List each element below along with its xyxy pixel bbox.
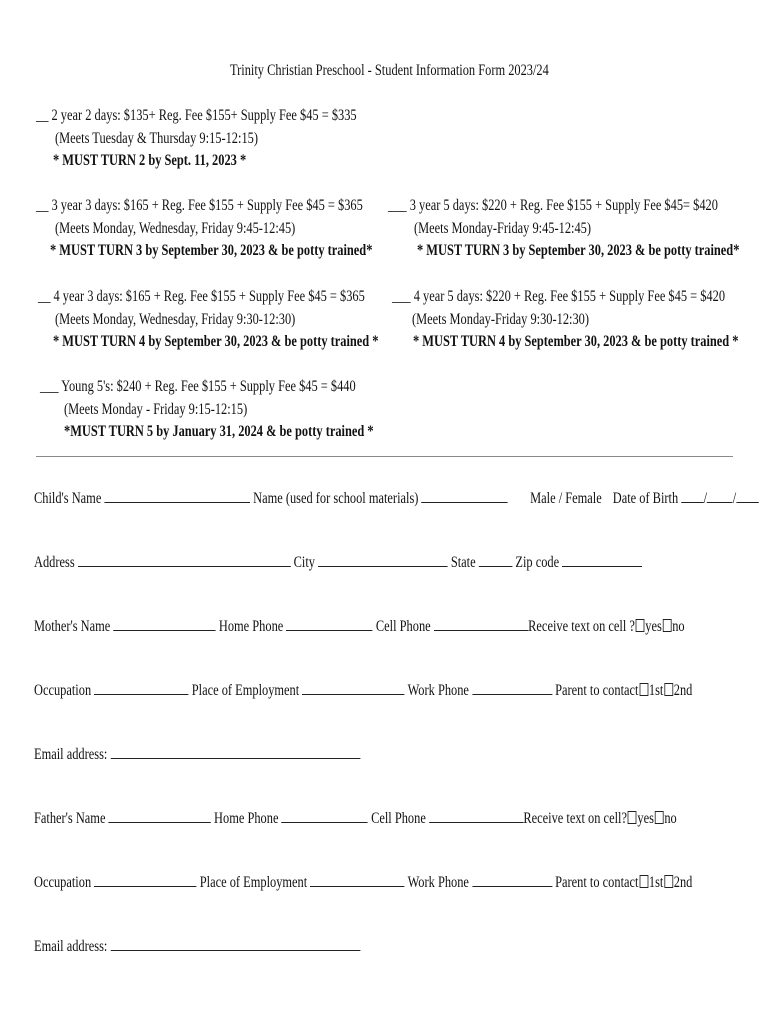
father-occupation-field[interactable] bbox=[94, 874, 196, 887]
mother-email-label: Email address: bbox=[34, 746, 108, 763]
sex-label[interactable]: Male / Female bbox=[530, 490, 602, 507]
mother-text-no-checkbox[interactable] bbox=[663, 619, 672, 632]
father-cell-phone-field[interactable] bbox=[429, 810, 523, 823]
mother-work-phone-label: Work Phone bbox=[407, 682, 469, 699]
option-3yr-3day[interactable]: __ 3 year 3 days: $165 + Reg. Fee $155 + Supply Fee $45 = $365 bbox=[36, 197, 363, 214]
father-home-phone-field[interactable] bbox=[282, 810, 368, 823]
mother-row bbox=[34, 618, 770, 636]
form-title: Trinity Christian Preschool - Student Information Form 2023/24 bbox=[230, 62, 549, 79]
mother-contact-1st-checkbox[interactable] bbox=[639, 683, 648, 696]
father-occupation-label: Occupation bbox=[34, 874, 92, 891]
option-4yr-3day[interactable]: __ 4 year 3 days: $165 + Reg. Fee $155 + Supply Fee $45 = $365 bbox=[38, 288, 365, 305]
no-label: no bbox=[664, 810, 677, 827]
child-name-label: Child's Name bbox=[34, 490, 102, 507]
mother-occupation-label: Occupation bbox=[34, 682, 92, 699]
second-label: 2nd bbox=[673, 682, 693, 699]
school-name-label: Name (used for school materials) bbox=[253, 490, 419, 507]
option-3yr-5day-schedule: (Meets Monday-Friday 9:45-12:45) bbox=[414, 220, 592, 237]
father-receive-text-label: Receive text on cell? bbox=[523, 810, 627, 827]
option-2yr-2day[interactable]: __ 2 year 2 days: $135+ Reg. Fee $155+ Supply Fee $45 = $335 bbox=[36, 107, 357, 124]
second-label: 2nd bbox=[673, 874, 693, 891]
father-work-phone-label: Work Phone bbox=[407, 874, 469, 891]
option-4yr-3day-requirement: * MUST TURN 4 by September 30, 2023 & be potty trained * bbox=[53, 333, 379, 350]
father-email-row bbox=[34, 938, 442, 956]
mother-home-phone-label: Home Phone bbox=[218, 618, 284, 635]
option-4yr-3day-schedule: (Meets Monday, Wednesday, Friday 9:30-12:30) bbox=[55, 311, 296, 328]
father-email-label: Email address: bbox=[34, 938, 108, 955]
address-row bbox=[34, 554, 770, 572]
state-label: State bbox=[450, 554, 476, 571]
school-name-field[interactable] bbox=[422, 490, 508, 503]
mother-receive-text-label: Receive text on cell ? bbox=[528, 618, 635, 635]
option-young-5-schedule: (Meets Monday - Friday 9:15-12:15) bbox=[64, 401, 248, 418]
mother-cell-phone-field[interactable] bbox=[434, 618, 528, 631]
father-text-no-checkbox[interactable] bbox=[655, 811, 664, 824]
option-4yr-5day-requirement: * MUST TURN 4 by September 30, 2023 & be potty trained * bbox=[413, 333, 739, 350]
city-label: City bbox=[293, 554, 316, 571]
mother-work-phone-field[interactable] bbox=[472, 682, 552, 695]
father-home-phone-label: Home Phone bbox=[214, 810, 279, 827]
mother-employment-label: Place of Employment bbox=[191, 682, 300, 699]
father-name-field[interactable] bbox=[109, 810, 211, 823]
mother-home-phone-field[interactable] bbox=[286, 618, 372, 631]
father-email-field[interactable] bbox=[110, 938, 360, 951]
zip-field[interactable] bbox=[562, 554, 642, 567]
dob-year-field[interactable] bbox=[736, 490, 758, 503]
mother-text-yes-checkbox[interactable] bbox=[636, 619, 645, 632]
yes-label: yes bbox=[637, 810, 654, 827]
father-contact-2nd-checkbox[interactable] bbox=[664, 875, 673, 888]
zip-label: Zip code bbox=[515, 554, 560, 571]
mother-contact-label: Parent to contact bbox=[555, 682, 639, 699]
first-label: 1st bbox=[648, 682, 664, 699]
father-cell-phone-label: Cell Phone bbox=[371, 810, 426, 827]
father-text-yes-checkbox[interactable] bbox=[628, 811, 637, 824]
mother-email-row bbox=[34, 746, 442, 764]
option-4yr-5day[interactable]: ___ 4 year 5 days: $220 + Reg. Fee $155 + Supply Fee $45 = $420 bbox=[392, 288, 726, 305]
father-row bbox=[34, 810, 770, 828]
father-name-label: Father's Name bbox=[34, 810, 106, 827]
option-2yr-requirement: * MUST TURN 2 by Sept. 11, 2023 * bbox=[53, 152, 247, 169]
mother-name-label: Mother's Name bbox=[34, 618, 111, 635]
father-employment-label: Place of Employment bbox=[199, 874, 308, 891]
mother-employment-field[interactable] bbox=[302, 682, 404, 695]
dob-month-field[interactable] bbox=[681, 490, 703, 503]
option-young-5[interactable]: ___ Young 5's: $240 + Reg. Fee $155 + Supply Fee $45 = $440 bbox=[40, 378, 356, 395]
city-field[interactable] bbox=[318, 554, 448, 567]
father-employment-field[interactable] bbox=[310, 874, 404, 887]
option-4yr-5day-schedule: (Meets Monday-Friday 9:30-12:30) bbox=[412, 311, 590, 328]
dob-label: Date of Birth bbox=[612, 490, 679, 507]
option-3yr-5day[interactable]: ___ 3 year 5 days: $220 + Reg. Fee $155 + Supply Fee $45= $420 bbox=[388, 197, 718, 214]
child-info-row: Child's Name Name (used for school materials) Male / Female Date of Birth / / bbox=[34, 490, 770, 508]
option-3yr-3day-schedule: (Meets Monday, Wednesday, Friday 9:45-12:45) bbox=[55, 220, 296, 237]
option-3yr-5day-requirement: * MUST TURN 3 by September 30, 2023 & be potty trained* bbox=[417, 242, 740, 259]
mother-contact-2nd-checkbox[interactable] bbox=[664, 683, 673, 696]
mother-email-field[interactable] bbox=[110, 746, 360, 759]
father-contact-label: Parent to contact bbox=[555, 874, 639, 891]
option-young-5-requirement: *MUST TURN 5 by January 31, 2024 & be potty trained * bbox=[64, 423, 374, 440]
section-divider bbox=[36, 456, 733, 457]
yes-label: yes bbox=[645, 618, 662, 635]
father-work-phone-field[interactable] bbox=[472, 874, 552, 887]
option-3yr-3day-requirement: * MUST TURN 3 by September 30, 2023 & be potty trained* bbox=[50, 242, 373, 259]
mother-occupation-row bbox=[34, 682, 770, 700]
mother-cell-phone-label: Cell Phone bbox=[375, 618, 431, 635]
no-label: no bbox=[672, 618, 685, 635]
address-label: Address bbox=[34, 554, 75, 571]
dob-day-field[interactable] bbox=[707, 490, 733, 503]
mother-occupation-field[interactable] bbox=[94, 682, 188, 695]
father-occupation-row bbox=[34, 874, 770, 892]
state-field[interactable] bbox=[479, 554, 513, 567]
option-2yr-schedule: (Meets Tuesday & Thursday 9:15-12:15) bbox=[55, 130, 258, 147]
address-field[interactable] bbox=[78, 554, 291, 567]
child-name-field[interactable] bbox=[104, 490, 250, 503]
mother-name-field[interactable] bbox=[113, 618, 215, 631]
first-label: 1st bbox=[648, 874, 664, 891]
father-contact-1st-checkbox[interactable] bbox=[639, 875, 648, 888]
